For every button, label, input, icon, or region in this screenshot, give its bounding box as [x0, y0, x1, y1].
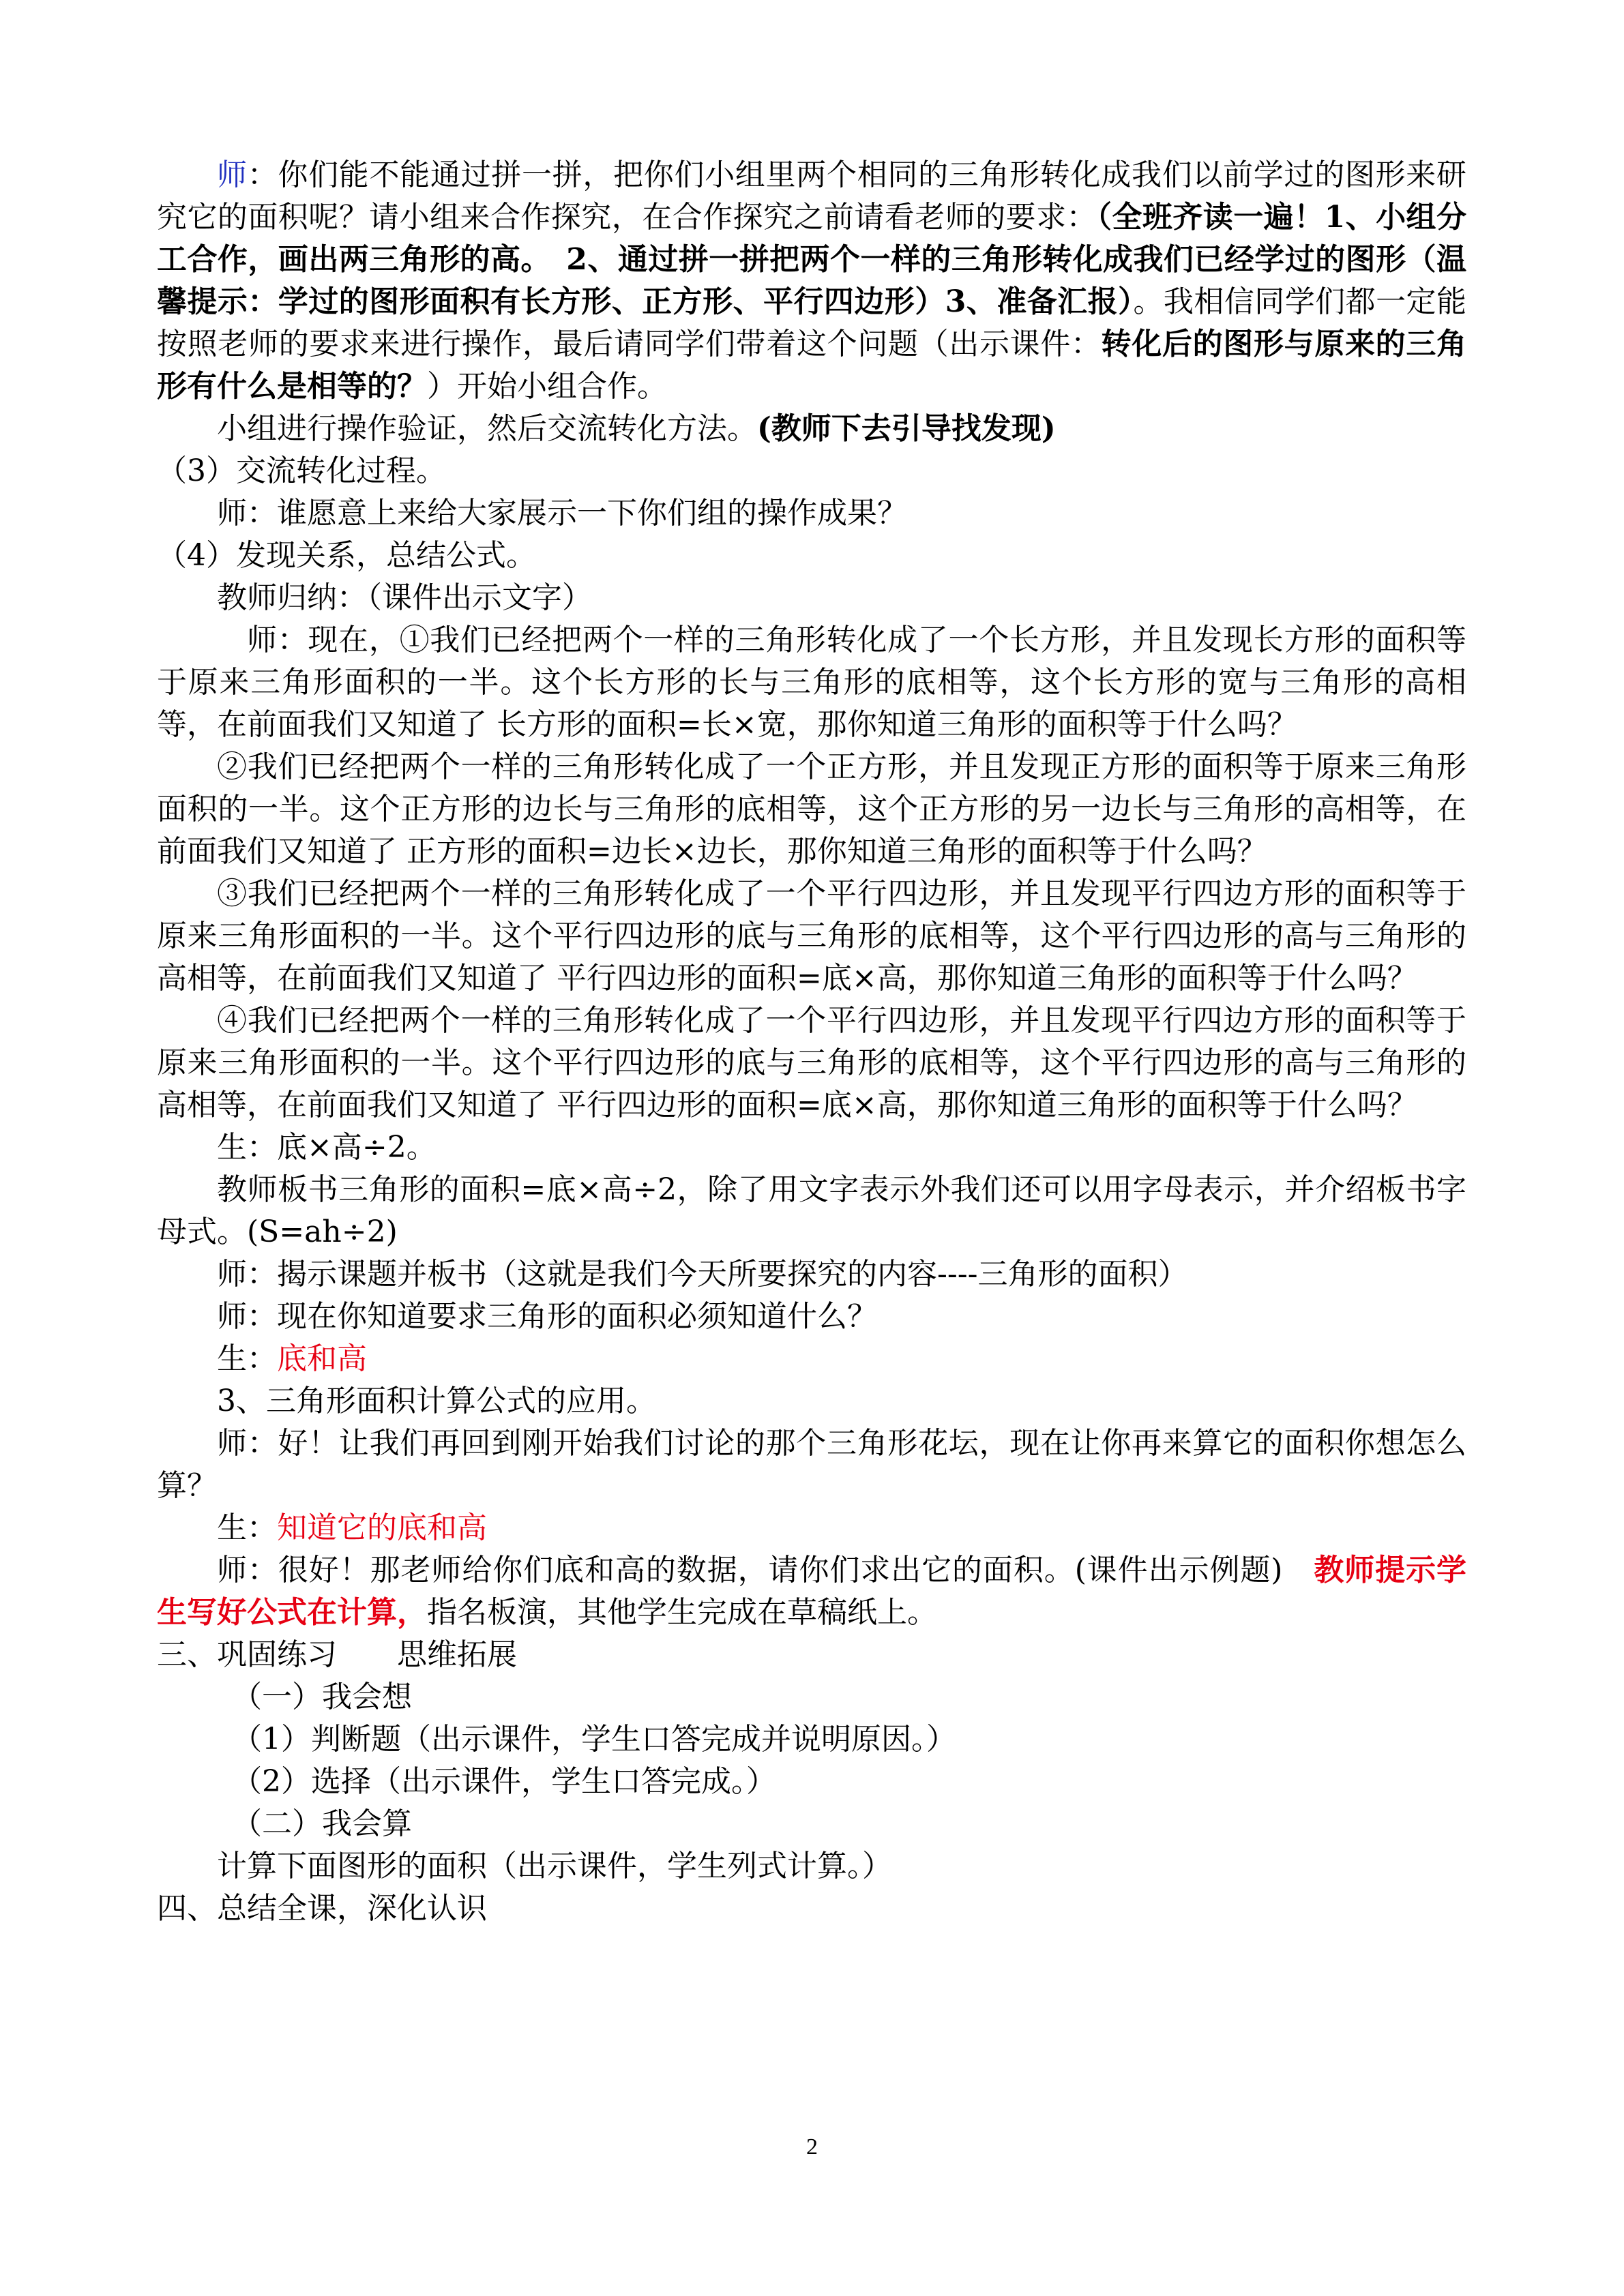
paragraph-text: 。我相信同学们都一定能按照老师的要求来进行操作，最后请同学们带着这个问题（出示课件：: [157, 284, 1466, 361]
paragraph-text: ：你们能不能通过拼一拼，把你们小组里两个相同的三角形转化成我们以前学过的图形来研究它的面积呢？请小组来合作探究，在合作探究之前请看老师的要求：: [157, 158, 1466, 235]
red-bold-hint: 教师提示学生写好公式在计算，: [157, 1553, 1466, 1630]
paragraph-show-results: 师：谁愿意上来给大家展示一下你们组的操作成果？: [217, 496, 907, 531]
paragraph-teacher-summary: 教师归纳：（课件出示文字）: [217, 580, 592, 615]
paragraph-student-base-height: [157, 1338, 1466, 1380]
paragraph-square: ②我们已经把两个一样的三角形转化成了一个正方形，并且发现正方形的面积等于原来三角形面积的一半。这个正方形的边长与三角形的底相等，这个正方形的另一边长与三角形的高相等，在前面我们又知道了 正方形的面积=边长×边长，那你知道三角形的面积等于什么吗？: [157, 749, 1466, 869]
paragraph-step-4: （4）发现关系，总结公式。: [157, 538, 536, 573]
student-label: 生：: [217, 1341, 277, 1376]
paragraph-student-know: [157, 1507, 1466, 1549]
bold-instructions: （全班齐读一遍！1、小组分工合作，画出两三角形的高。 2、通过拼一拼把两个一样的三角形转化成我们已经学过的图形（温馨提示：学过的图形面积有长方形、正方形、平行四边形）3、准备汇报）: [157, 200, 1466, 319]
paragraph-student-answer: 生：底×高÷2。: [217, 1130, 437, 1165]
paragraph-reveal-topic: 师：揭示课题并板书（这就是我们今天所要探究的内容----三角形的面积）: [217, 1257, 1188, 1292]
paragraph-text: 师：很好！那老师给你们底和高的数据，请你们求出它的面积。(课件出示例题): [217, 1553, 1314, 1587]
paragraph-verify: [157, 408, 1466, 450]
document-body: [157, 154, 1466, 1930]
paragraph-parallelogram-1: ③我们已经把两个一样的三角形转化成了一个平行四边形，并且发现平行四边方形的面积等于原来三角形面积的一半。这个平行四边形的底与三角形的底相等，这个平行四边形的高与三角形的高相等，在前面我们又知道了 平行四边形的面积=底×高，那你知道三角形的面积等于什么吗？: [157, 876, 1466, 996]
paragraph-application: 3、三角形面积计算公式的应用。: [217, 1384, 656, 1418]
paragraph-text: 指名板演，其他学生完成在草稿纸上。: [427, 1595, 937, 1630]
paragraph-text: 小组进行操作验证，然后交流转化方法。: [217, 411, 757, 446]
red-answer: 知道它的底和高: [277, 1510, 487, 1545]
exercise-judge: （1）判断题（出示课件，学生口答完成并说明原因。）: [232, 1722, 956, 1757]
paragraph-group-task: [157, 154, 1466, 408]
paragraph-question: 师：现在你知道要求三角形的面积必须知道什么？: [217, 1299, 877, 1334]
section-heading-3: 三、巩固练习 思维拓展: [157, 1637, 517, 1672]
page-number: 2: [806, 2134, 818, 2160]
paragraph-example: [157, 1549, 1466, 1634]
teacher-label: 师: [217, 158, 248, 192]
bold-question: 转化后的图形与原来的三角形有什么是相等的？: [157, 327, 1467, 404]
exercise-area: 计算下面图形的面积（出示课件，学生列式计算。）: [217, 1849, 892, 1883]
subheading-think: （一）我会想: [232, 1680, 412, 1714]
subheading-calc: （二）我会算: [232, 1806, 412, 1841]
paragraph-flowerbed: 师：好！让我们再回到刚开始我们讨论的那个三角形花坛，现在让你再来算它的面积你想怎么算？: [157, 1426, 1466, 1503]
red-answer: 底和高: [277, 1341, 367, 1376]
paragraph-board-formula: 教师板书三角形的面积=底×高÷2，除了用文字表示外我们还可以用字母表示，并介绍板书字母式。(S=ah÷2): [157, 1172, 1466, 1249]
paragraph-parallelogram-2: ④我们已经把两个一样的三角形转化成了一个平行四边形，并且发现平行四边方形的面积等于原来三角形面积的一半。这个平行四边形的底与三角形的底相等，这个平行四边形的高与三角形的高相等，在前面我们又知道了 平行四边形的面积=底×高，那你知道三角形的面积等于什么吗？: [157, 1003, 1466, 1122]
section-heading-4: 四、总结全课，深化认识: [157, 1891, 487, 1926]
paragraph-step-3: （3）交流转化过程。: [157, 453, 446, 488]
paragraph-rectangle: 师：现在，①我们已经把两个一样的三角形转化成了一个长方形，并且发现长方形的面积等于原来三角形面积的一半。这个长方形的长与三角形的底相等，这个长方形的宽与三角形的高相等，在前面我们又知道了 长方形的面积=长×宽，那你知道三角形的面积等于什么吗？: [157, 623, 1466, 742]
bold-note: (教师下去引导找发现): [757, 411, 1056, 446]
exercise-choice: （2）选择（出示课件，学生口答完成。）: [232, 1764, 776, 1799]
paragraph-text: ）开始小组合作。: [427, 369, 667, 404]
student-label: 生：: [217, 1510, 277, 1545]
